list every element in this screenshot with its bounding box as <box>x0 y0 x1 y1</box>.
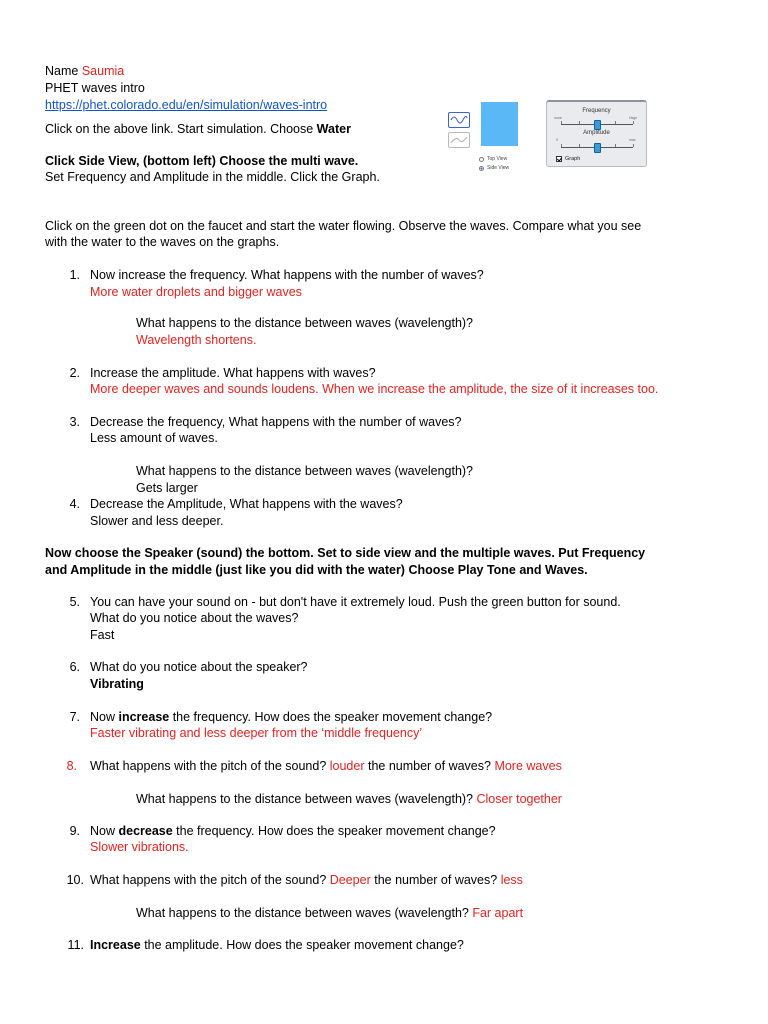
answer-text: Far apart <box>472 906 524 920</box>
side-view-label: Side View <box>487 165 510 171</box>
checkbox-checked-icon <box>556 156 562 162</box>
instruction-choose-water <box>45 121 351 137</box>
question-text <box>90 937 464 953</box>
amplitude-label: Amplitude <box>583 130 610 136</box>
question-text: You can have your sound on - but don't have it extremely loud. Push the green button for sound. <box>90 595 621 609</box>
question-keyword: decrease <box>118 824 173 838</box>
question-text-part: What happens with the pitch of the sound? <box>90 873 330 887</box>
answer-text: Vibrating <box>90 677 144 691</box>
speaker-instruction-line-1: Now choose the Speaker (sound) the bottom. Set to side view and the multiple waves. Put Frequency <box>45 546 646 560</box>
question-number: 2. <box>69 366 80 380</box>
answer-text: More water droplets and bigger waves <box>90 285 302 299</box>
instruction-side-view: Click Side View, (bottom left) Choose the multi wave. <box>45 154 359 168</box>
simulation-link[interactable]: https://phet.colorado.edu/en/simulation/waves-intro <box>45 98 328 112</box>
question-number: 5. <box>69 595 80 609</box>
question-text <box>136 791 562 807</box>
name-label: Name <box>45 64 79 78</box>
intro-line-2: with the water to the waves on the graphs. <box>45 235 280 249</box>
question-text <box>90 872 523 888</box>
radio-empty-icon <box>479 157 484 162</box>
question-number: 6. <box>69 660 80 674</box>
multi-wave-icon <box>448 112 470 128</box>
question-text: Now increase the frequency. What happens with the number of waves? <box>90 268 484 282</box>
question-number: 9. <box>69 824 80 838</box>
question-text-part: the number of waves? <box>370 873 501 887</box>
side-view-radio <box>479 164 509 173</box>
graph-checkbox <box>556 155 580 163</box>
amp-min-label: 0 <box>556 138 558 142</box>
question-text-part: Now <box>90 710 119 724</box>
graph-label: Graph <box>565 156 581 162</box>
answer-text: less <box>500 873 523 887</box>
question-text-part: Now <box>90 824 119 838</box>
question-text: What happens to the distance between waves (wavelength)? <box>136 316 474 330</box>
question-text <box>90 823 496 839</box>
top-view-label: Top View <box>487 156 508 162</box>
amp-max-label: max <box>629 138 636 142</box>
question-number: 1. <box>69 268 80 282</box>
answer-text: Slower and less deeper. <box>90 514 224 528</box>
question-text-part: the frequency. How does the speaker movement change? <box>172 824 496 838</box>
student-name: Saumia <box>81 64 125 78</box>
question-text <box>136 905 523 921</box>
question-text: Decrease the frequency, What happens with the number of waves? <box>90 415 462 429</box>
frequency-label: Frequency <box>582 108 611 114</box>
question-text: Increase the amplitude. What happens with waves? <box>90 366 376 380</box>
question-keyword: increase <box>118 710 170 724</box>
question-text: What do you notice about the speaker? <box>90 660 308 674</box>
answer-text: Wavelength shortens. <box>136 333 257 347</box>
question-text-part: What happens with the pitch of the sound? <box>90 759 330 773</box>
question-text: What happens to the distance between waves (wavelength)? <box>136 464 474 478</box>
water-keyword: Water <box>316 122 351 136</box>
freq-min-label: none <box>554 116 562 120</box>
intro-line-1: Click on the green dot on the faucet and start the water flowing. Observe the waves. Compare what you see <box>45 219 642 233</box>
name-line <box>45 63 124 79</box>
question-text-part: the number of waves? <box>364 759 495 773</box>
frequency-slider-knob <box>594 120 601 130</box>
speaker-instruction-line-2: and Amplitude in the middle (just like you did with the water) Choose Play Tone and Waves. <box>45 563 588 577</box>
answer-text: louder <box>329 759 365 773</box>
answer-text: Gets larger <box>136 481 198 495</box>
question-number: 7. <box>69 710 80 724</box>
question-number: 8. <box>66 759 77 773</box>
question-text-part: What happens to the distance between waves (wavelength? <box>136 906 473 920</box>
question-number: 11. <box>67 938 84 952</box>
answer-text: Faster vibrating and less deeper from the ‘middle frequency’ <box>90 726 423 740</box>
question-text-part: the frequency. How does the speaker movement change? <box>169 710 493 724</box>
radio-selected-icon <box>479 166 484 171</box>
view-radio-group <box>479 155 509 173</box>
question-keyword: Increase <box>90 938 141 952</box>
answer-text: Closer together <box>476 792 562 806</box>
question-text <box>90 709 492 725</box>
answer-text: More waves <box>494 759 562 773</box>
question-text: What do you notice about the waves? <box>90 611 299 625</box>
instruction-text: Click on the above link. Start simulation. Choose <box>45 122 317 136</box>
question-text <box>90 758 562 774</box>
water-preview-image <box>481 102 518 146</box>
top-view-radio <box>479 155 509 164</box>
instruction-set-frequency: Set Frequency and Amplitude in the middle. Click the Graph. <box>45 170 380 184</box>
question-number: 10. <box>66 873 84 887</box>
answer-text: Slower vibrations. <box>90 840 189 854</box>
answer-text: Deeper <box>329 873 371 887</box>
answer-text: More deeper waves and sounds loudens. When we increase the amplitude, the size of it increases too. <box>90 382 659 396</box>
answer-text: Fast <box>90 628 115 642</box>
question-number: 3. <box>69 415 80 429</box>
question-text: Decrease the Amplitude, What happens with the waves? <box>90 497 403 511</box>
question-text-part: the amplitude. How does the speaker movement change? <box>140 938 464 952</box>
answer-text: Less amount of waves. <box>90 431 218 445</box>
single-wave-icon <box>448 132 470 148</box>
amplitude-slider-knob <box>594 143 601 153</box>
worksheet-title: PHET waves intro <box>45 81 145 95</box>
wave-type-buttons <box>448 112 470 148</box>
freq-max-label: Hsgn <box>629 116 638 120</box>
question-text-part: What happens to the distance between waves (wavelength)? <box>136 792 477 806</box>
question-number: 4. <box>69 497 80 511</box>
